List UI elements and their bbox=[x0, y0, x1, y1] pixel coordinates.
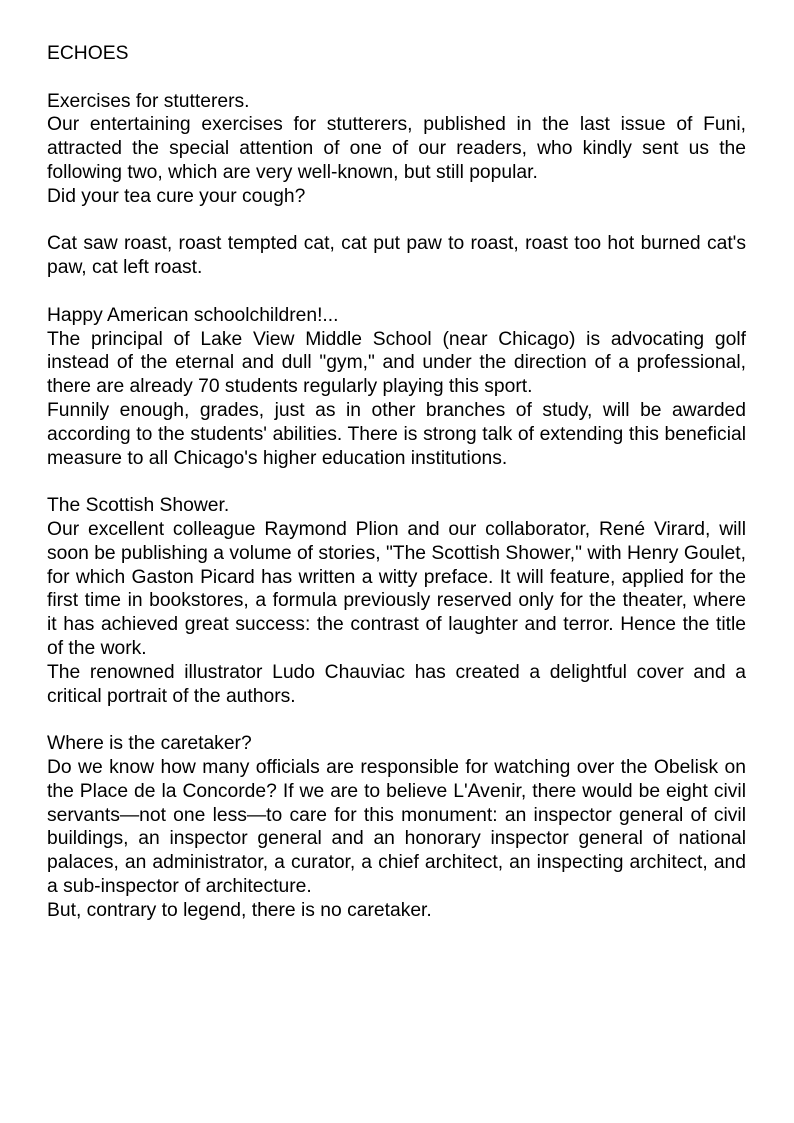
paragraph: Do we know how many officials are responsible for watching over the Obelisk on the Place de la Concorde? If we are to believe L'Avenir, there would be eight civil servants—not one less—to care for this monument: an inspector general of civil buildings, an inspector general and an honorary inspector general of national palaces, an administrator, a curator, a chief architect, an inspecting architect, and a sub-inspector of architecture. bbox=[47, 756, 746, 897]
paragraph: Our entertaining exercises for stutterers, published in the last issue of Funi, attracted the special attention of one of our readers, who kindly sent us the following two, which are very well-known, but still popular. bbox=[47, 114, 746, 183]
paragraph: But, contrary to legend, there is no caretaker. bbox=[47, 899, 432, 921]
paragraph: Our excellent colleague Raymond Plion and our collaborator, René Virard, will soon be publishing a volume of stories, "The Scottish Shower," with Henry Goulet, for which Gaston Picard has written a witty preface. It will feature, applied for the first time in bookstores, a formula previously reserved only for the theater, where it has achieved great success: the contrast of laughter and terror. Hence the title of the work. bbox=[47, 518, 746, 659]
paragraph: Funnily enough, grades, just as in other branches of study, will be awarded according to the students' abilities. There is strong talk of extending this beneficial measure to all Chicago's higher education institutions. bbox=[47, 399, 746, 469]
paragraph: Did your tea cure your cough? bbox=[47, 185, 306, 207]
paragraph: The principal of Lake View Middle School (near Chicago) is advocating golf instead of the eternal and dull "gym," and under the direction of a professional, there are already 70 students regularly playing this sport. bbox=[47, 328, 746, 398]
section-heading: Happy American schoolchildren!... bbox=[47, 304, 339, 326]
document-page bbox=[47, 42, 746, 922]
section-happy-american-schoolchildren bbox=[47, 304, 746, 471]
section-heading: The Scottish Shower. bbox=[47, 495, 230, 517]
section-heading: Exercises for stutterers. bbox=[47, 90, 250, 112]
section-the-scottish-shower bbox=[47, 494, 746, 708]
document-title: ECHOES bbox=[47, 43, 129, 64]
section-where-is-the-caretaker bbox=[47, 732, 746, 922]
spacer bbox=[47, 708, 746, 732]
section-exercises-for-stutterers bbox=[47, 90, 746, 209]
section-heading: Where is the caretaker? bbox=[47, 733, 252, 755]
paragraph: The renowned illustrator Ludo Chauviac has created a delightful cover and a critical portrait of the authors. bbox=[47, 661, 746, 707]
spacer bbox=[47, 470, 746, 494]
section-tongue-twister bbox=[47, 232, 746, 280]
paragraph: Cat saw roast, roast tempted cat, cat put paw to roast, roast too hot burned cat's paw, cat left roast. bbox=[47, 233, 746, 279]
spacer bbox=[47, 66, 746, 90]
spacer bbox=[47, 280, 746, 304]
spacer bbox=[47, 209, 746, 233]
